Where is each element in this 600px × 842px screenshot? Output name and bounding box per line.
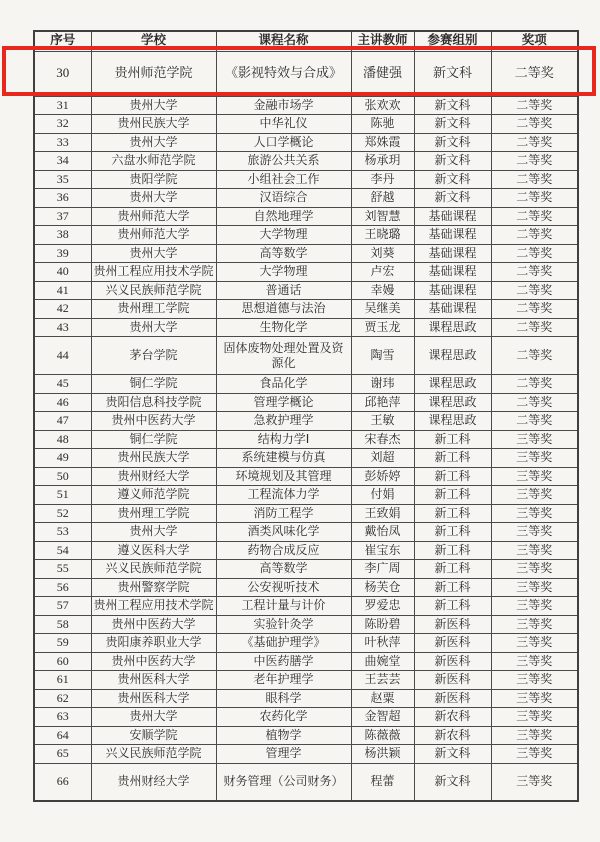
cell-no: 56 bbox=[34, 578, 91, 597]
cell-no: 50 bbox=[34, 467, 91, 486]
table-row bbox=[34, 430, 578, 449]
cell-teacher: 崔宝东 bbox=[351, 541, 414, 560]
cell-group: 新医科 bbox=[414, 634, 491, 653]
cell-teacher: 吴继美 bbox=[351, 300, 414, 319]
cell-course: 管理学概论 bbox=[216, 393, 351, 412]
cell-group: 新文科 bbox=[414, 745, 491, 764]
table-row bbox=[34, 726, 578, 745]
table-row bbox=[34, 671, 578, 690]
cell-school: 贵州大学 bbox=[91, 523, 216, 542]
cell-course: 农药化学 bbox=[216, 708, 351, 727]
cell-school: 安顺学院 bbox=[91, 726, 216, 745]
cell-award: 三等奖 bbox=[491, 726, 578, 745]
cell-group: 课程思政 bbox=[414, 337, 491, 375]
cell-group: 新文科 bbox=[414, 152, 491, 171]
cell-teacher: 李丹 bbox=[351, 170, 414, 189]
cell-school: 铜仁学院 bbox=[91, 430, 216, 449]
table-row bbox=[34, 541, 578, 560]
cell-course: 消防工程学 bbox=[216, 504, 351, 523]
cell-no: 44 bbox=[34, 337, 91, 375]
cell-no: 59 bbox=[34, 634, 91, 653]
cell-school: 贵州师范学院 bbox=[91, 51, 216, 96]
cell-group: 基础课程 bbox=[414, 207, 491, 226]
cell-school: 贵阳学院 bbox=[91, 170, 216, 189]
cell-award: 三等奖 bbox=[491, 708, 578, 727]
cell-no: 40 bbox=[34, 263, 91, 282]
table-row bbox=[34, 634, 578, 653]
table-row bbox=[34, 615, 578, 634]
awards-table bbox=[33, 30, 579, 802]
cell-course: 酒类风味化学 bbox=[216, 523, 351, 542]
cell-teacher: 陶雪 bbox=[351, 337, 414, 375]
cell-group: 新工科 bbox=[414, 430, 491, 449]
cell-group: 新文科 bbox=[414, 133, 491, 152]
cell-award: 三等奖 bbox=[491, 560, 578, 579]
table-body bbox=[34, 51, 578, 801]
cell-school: 贵州民族大学 bbox=[91, 115, 216, 134]
cell-no: 43 bbox=[34, 318, 91, 337]
table-row bbox=[34, 467, 578, 486]
cell-teacher: 杨芙仓 bbox=[351, 578, 414, 597]
cell-award: 三等奖 bbox=[491, 486, 578, 505]
cell-teacher: 舒越 bbox=[351, 189, 414, 208]
cell-no: 39 bbox=[34, 244, 91, 263]
cell-no: 51 bbox=[34, 486, 91, 505]
table-row bbox=[34, 318, 578, 337]
cell-school: 茅台学院 bbox=[91, 337, 216, 375]
cell-award: 二等奖 bbox=[491, 393, 578, 412]
cell-course: 食品化学 bbox=[216, 375, 351, 394]
table-header-row bbox=[34, 31, 578, 51]
cell-teacher: 李广周 bbox=[351, 560, 414, 579]
cell-no: 47 bbox=[34, 412, 91, 431]
table-row bbox=[34, 486, 578, 505]
cell-course: 固体废物处理处置及资源化 bbox=[216, 337, 351, 375]
cell-group: 新文科 bbox=[414, 51, 491, 96]
cell-award: 二等奖 bbox=[491, 263, 578, 282]
cell-no: 33 bbox=[34, 133, 91, 152]
cell-school: 贵州理工学院 bbox=[91, 300, 216, 319]
cell-teacher: 金智超 bbox=[351, 708, 414, 727]
cell-award: 三等奖 bbox=[491, 634, 578, 653]
cell-school: 贵州大学 bbox=[91, 244, 216, 263]
cell-teacher: 邱艳萍 bbox=[351, 393, 414, 412]
cell-award: 三等奖 bbox=[491, 578, 578, 597]
table-row bbox=[34, 115, 578, 134]
cell-teacher: 付娟 bbox=[351, 486, 414, 505]
cell-group: 新医科 bbox=[414, 671, 491, 690]
cell-teacher: 陈驰 bbox=[351, 115, 414, 134]
cell-course: 《基础护理学》 bbox=[216, 634, 351, 653]
cell-course: 思想道德与法治 bbox=[216, 300, 351, 319]
cell-award: 三等奖 bbox=[491, 763, 578, 801]
cell-award: 三等奖 bbox=[491, 597, 578, 616]
cell-no: 38 bbox=[34, 226, 91, 245]
cell-award: 二等奖 bbox=[491, 152, 578, 171]
cell-teacher: 陈薇薇 bbox=[351, 726, 414, 745]
cell-group: 基础课程 bbox=[414, 244, 491, 263]
cell-school: 贵州中医药大学 bbox=[91, 615, 216, 634]
cell-teacher: 刘葵 bbox=[351, 244, 414, 263]
cell-course: 金融市场学 bbox=[216, 96, 351, 115]
cell-award: 二等奖 bbox=[491, 244, 578, 263]
cell-group: 新医科 bbox=[414, 689, 491, 708]
table-row bbox=[34, 300, 578, 319]
cell-no: 46 bbox=[34, 393, 91, 412]
cell-school: 贵州医科大学 bbox=[91, 671, 216, 690]
cell-group: 课程思政 bbox=[414, 393, 491, 412]
cell-teacher: 程蕾 bbox=[351, 763, 414, 801]
cell-school: 遵义师范学院 bbox=[91, 486, 216, 505]
cell-school: 兴义民族师范学院 bbox=[91, 745, 216, 764]
cell-award: 三等奖 bbox=[491, 689, 578, 708]
cell-course: 急救护理学 bbox=[216, 412, 351, 431]
cell-no: 49 bbox=[34, 449, 91, 468]
cell-award: 三等奖 bbox=[491, 430, 578, 449]
cell-school: 兴义民族师范学院 bbox=[91, 560, 216, 579]
table-row bbox=[34, 504, 578, 523]
column-header-group: 参赛组别 bbox=[414, 31, 491, 51]
cell-no: 62 bbox=[34, 689, 91, 708]
cell-school: 贵州财经大学 bbox=[91, 763, 216, 801]
cell-group: 新工科 bbox=[414, 578, 491, 597]
cell-group: 新医科 bbox=[414, 652, 491, 671]
cell-school: 贵州工程应用技术学院 bbox=[91, 263, 216, 282]
cell-award: 二等奖 bbox=[491, 170, 578, 189]
cell-no: 42 bbox=[34, 300, 91, 319]
table-row bbox=[34, 689, 578, 708]
cell-award: 二等奖 bbox=[491, 412, 578, 431]
cell-award: 二等奖 bbox=[491, 318, 578, 337]
cell-school: 铜仁学院 bbox=[91, 375, 216, 394]
cell-course: 财务管理（公司财务） bbox=[216, 763, 351, 801]
cell-school: 六盘水师范学院 bbox=[91, 152, 216, 171]
cell-teacher: 谢玮 bbox=[351, 375, 414, 394]
cell-teacher: 王敏 bbox=[351, 412, 414, 431]
cell-teacher: 王芸芸 bbox=[351, 671, 414, 690]
cell-group: 基础课程 bbox=[414, 226, 491, 245]
cell-group: 新工科 bbox=[414, 504, 491, 523]
table-row bbox=[34, 263, 578, 282]
cell-group: 新文科 bbox=[414, 763, 491, 801]
column-header-no: 序号 bbox=[34, 31, 91, 51]
cell-school: 贵州师范大学 bbox=[91, 207, 216, 226]
cell-school: 贵州医科大学 bbox=[91, 689, 216, 708]
cell-award: 三等奖 bbox=[491, 523, 578, 542]
cell-group: 新工科 bbox=[414, 449, 491, 468]
cell-no: 54 bbox=[34, 541, 91, 560]
cell-no: 32 bbox=[34, 115, 91, 134]
cell-no: 48 bbox=[34, 430, 91, 449]
cell-award: 三等奖 bbox=[491, 504, 578, 523]
cell-school: 贵州民族大学 bbox=[91, 449, 216, 468]
table-row bbox=[34, 189, 578, 208]
cell-course: 汉语综合 bbox=[216, 189, 351, 208]
cell-award: 二等奖 bbox=[491, 96, 578, 115]
cell-course: 老年护理学 bbox=[216, 671, 351, 690]
cell-school: 贵州大学 bbox=[91, 189, 216, 208]
cell-teacher: 郑姝霞 bbox=[351, 133, 414, 152]
cell-teacher: 贾玉龙 bbox=[351, 318, 414, 337]
cell-school: 兴义民族师范学院 bbox=[91, 281, 216, 300]
table-row bbox=[34, 207, 578, 226]
cell-school: 贵州中医药大学 bbox=[91, 652, 216, 671]
cell-no: 61 bbox=[34, 671, 91, 690]
cell-course: 实验针灸学 bbox=[216, 615, 351, 634]
table-row bbox=[34, 281, 578, 300]
cell-no: 64 bbox=[34, 726, 91, 745]
cell-course: 系统建模与仿真 bbox=[216, 449, 351, 468]
cell-no: 63 bbox=[34, 708, 91, 727]
cell-award: 二等奖 bbox=[491, 281, 578, 300]
table-row bbox=[34, 133, 578, 152]
table-row bbox=[34, 560, 578, 579]
cell-teacher: 叶秋萍 bbox=[351, 634, 414, 653]
cell-no: 41 bbox=[34, 281, 91, 300]
cell-group: 新文科 bbox=[414, 170, 491, 189]
cell-no: 60 bbox=[34, 652, 91, 671]
cell-no: 45 bbox=[34, 375, 91, 394]
cell-award: 三等奖 bbox=[491, 449, 578, 468]
cell-no: 52 bbox=[34, 504, 91, 523]
cell-no: 66 bbox=[34, 763, 91, 801]
cell-course: 大学物理 bbox=[216, 226, 351, 245]
cell-course: 高等数学 bbox=[216, 244, 351, 263]
cell-group: 课程思政 bbox=[414, 375, 491, 394]
cell-award: 三等奖 bbox=[491, 615, 578, 634]
table-row bbox=[34, 96, 578, 115]
cell-teacher: 王晓璐 bbox=[351, 226, 414, 245]
cell-school: 贵州大学 bbox=[91, 96, 216, 115]
cell-group: 新工科 bbox=[414, 597, 491, 616]
cell-teacher: 杨承玥 bbox=[351, 152, 414, 171]
table-row bbox=[34, 244, 578, 263]
cell-award: 二等奖 bbox=[491, 115, 578, 134]
cell-no: 31 bbox=[34, 96, 91, 115]
table-row bbox=[34, 393, 578, 412]
cell-teacher: 戴怡凤 bbox=[351, 523, 414, 542]
cell-course: 药物合成反应 bbox=[216, 541, 351, 560]
cell-group: 新医科 bbox=[414, 615, 491, 634]
cell-group: 新文科 bbox=[414, 96, 491, 115]
cell-teacher: 幸嫚 bbox=[351, 281, 414, 300]
cell-group: 课程思政 bbox=[414, 318, 491, 337]
column-header-teacher: 主讲教师 bbox=[351, 31, 414, 51]
cell-teacher: 卢宏 bbox=[351, 263, 414, 282]
table-row bbox=[34, 523, 578, 542]
cell-teacher: 彭娇婷 bbox=[351, 467, 414, 486]
cell-award: 二等奖 bbox=[491, 51, 578, 96]
cell-group: 基础课程 bbox=[414, 263, 491, 282]
cell-course: 《影视特效与合成》 bbox=[216, 51, 351, 96]
cell-group: 新农科 bbox=[414, 726, 491, 745]
cell-award: 三等奖 bbox=[491, 671, 578, 690]
cell-course: 中华礼仪 bbox=[216, 115, 351, 134]
table-row bbox=[34, 375, 578, 394]
cell-group: 新工科 bbox=[414, 541, 491, 560]
table-row bbox=[34, 763, 578, 801]
column-header-school: 学校 bbox=[91, 31, 216, 51]
cell-group: 课程思政 bbox=[414, 412, 491, 431]
table-row bbox=[34, 412, 578, 431]
table-row bbox=[34, 226, 578, 245]
cell-group: 新工科 bbox=[414, 523, 491, 542]
cell-teacher: 王致娟 bbox=[351, 504, 414, 523]
cell-course: 人口学概论 bbox=[216, 133, 351, 152]
cell-award: 三等奖 bbox=[491, 541, 578, 560]
table-row bbox=[34, 578, 578, 597]
cell-school: 贵州警察学院 bbox=[91, 578, 216, 597]
cell-course: 小组社会工作 bbox=[216, 170, 351, 189]
cell-school: 贵州工程应用技术学院 bbox=[91, 597, 216, 616]
table-row bbox=[34, 652, 578, 671]
cell-award: 二等奖 bbox=[491, 337, 578, 375]
cell-no: 65 bbox=[34, 745, 91, 764]
cell-school: 贵州大学 bbox=[91, 708, 216, 727]
cell-teacher: 张欢欢 bbox=[351, 96, 414, 115]
cell-school: 遵义医科大学 bbox=[91, 541, 216, 560]
cell-school: 贵州大学 bbox=[91, 318, 216, 337]
cell-course: 结构力学Ⅰ bbox=[216, 430, 351, 449]
table-row bbox=[34, 449, 578, 468]
cell-no: 37 bbox=[34, 207, 91, 226]
cell-school: 贵州大学 bbox=[91, 133, 216, 152]
cell-no: 35 bbox=[34, 170, 91, 189]
table-row bbox=[34, 708, 578, 727]
cell-award: 二等奖 bbox=[491, 375, 578, 394]
cell-teacher: 杨洪颖 bbox=[351, 745, 414, 764]
table-row bbox=[34, 337, 578, 375]
cell-award: 三等奖 bbox=[491, 745, 578, 764]
column-header-course: 课程名称 bbox=[216, 31, 351, 51]
cell-award: 二等奖 bbox=[491, 207, 578, 226]
cell-teacher: 潘健强 bbox=[351, 51, 414, 96]
table-row bbox=[34, 597, 578, 616]
cell-award: 三等奖 bbox=[491, 652, 578, 671]
cell-no: 57 bbox=[34, 597, 91, 616]
cell-school: 贵州财经大学 bbox=[91, 467, 216, 486]
cell-teacher: 陈盼碧 bbox=[351, 615, 414, 634]
cell-school: 贵州理工学院 bbox=[91, 504, 216, 523]
cell-award: 二等奖 bbox=[491, 133, 578, 152]
cell-group: 基础课程 bbox=[414, 281, 491, 300]
cell-course: 环境规划及其管理 bbox=[216, 467, 351, 486]
table-row bbox=[34, 51, 578, 96]
cell-school: 贵阳康养职业大学 bbox=[91, 634, 216, 653]
cell-teacher: 罗爱忠 bbox=[351, 597, 414, 616]
cell-teacher: 刘智慧 bbox=[351, 207, 414, 226]
cell-group: 新农科 bbox=[414, 708, 491, 727]
cell-school: 贵州师范大学 bbox=[91, 226, 216, 245]
cell-teacher: 赵粟 bbox=[351, 689, 414, 708]
cell-course: 中医药膳学 bbox=[216, 652, 351, 671]
cell-course: 工程计量与计价 bbox=[216, 597, 351, 616]
column-header-award: 奖项 bbox=[491, 31, 578, 51]
cell-award: 二等奖 bbox=[491, 300, 578, 319]
cell-course: 工程流体力学 bbox=[216, 486, 351, 505]
cell-school: 贵阳信息科技学院 bbox=[91, 393, 216, 412]
cell-no: 36 bbox=[34, 189, 91, 208]
cell-no: 53 bbox=[34, 523, 91, 542]
cell-group: 新工科 bbox=[414, 486, 491, 505]
table-row bbox=[34, 152, 578, 171]
cell-group: 新工科 bbox=[414, 560, 491, 579]
cell-group: 新文科 bbox=[414, 115, 491, 134]
cell-course: 管理学 bbox=[216, 745, 351, 764]
cell-award: 二等奖 bbox=[491, 189, 578, 208]
cell-group: 新工科 bbox=[414, 467, 491, 486]
cell-course: 普通话 bbox=[216, 281, 351, 300]
cell-no: 34 bbox=[34, 152, 91, 171]
cell-group: 基础课程 bbox=[414, 300, 491, 319]
cell-course: 眼科学 bbox=[216, 689, 351, 708]
cell-teacher: 宋春杰 bbox=[351, 430, 414, 449]
cell-course: 植物学 bbox=[216, 726, 351, 745]
table-row bbox=[34, 745, 578, 764]
cell-course: 自然地理学 bbox=[216, 207, 351, 226]
cell-no: 55 bbox=[34, 560, 91, 579]
cell-no: 58 bbox=[34, 615, 91, 634]
cell-group: 新文科 bbox=[414, 189, 491, 208]
cell-award: 三等奖 bbox=[491, 467, 578, 486]
cell-award: 二等奖 bbox=[491, 226, 578, 245]
cell-course: 旅游公共关系 bbox=[216, 152, 351, 171]
cell-course: 生物化学 bbox=[216, 318, 351, 337]
cell-no: 30 bbox=[34, 51, 91, 96]
cell-course: 大学物理 bbox=[216, 263, 351, 282]
cell-course: 高等数学 bbox=[216, 560, 351, 579]
cell-teacher: 曲婉堂 bbox=[351, 652, 414, 671]
cell-teacher: 刘超 bbox=[351, 449, 414, 468]
table-row bbox=[34, 170, 578, 189]
cell-course: 公安视听技术 bbox=[216, 578, 351, 597]
cell-school: 贵州中医药大学 bbox=[91, 412, 216, 431]
